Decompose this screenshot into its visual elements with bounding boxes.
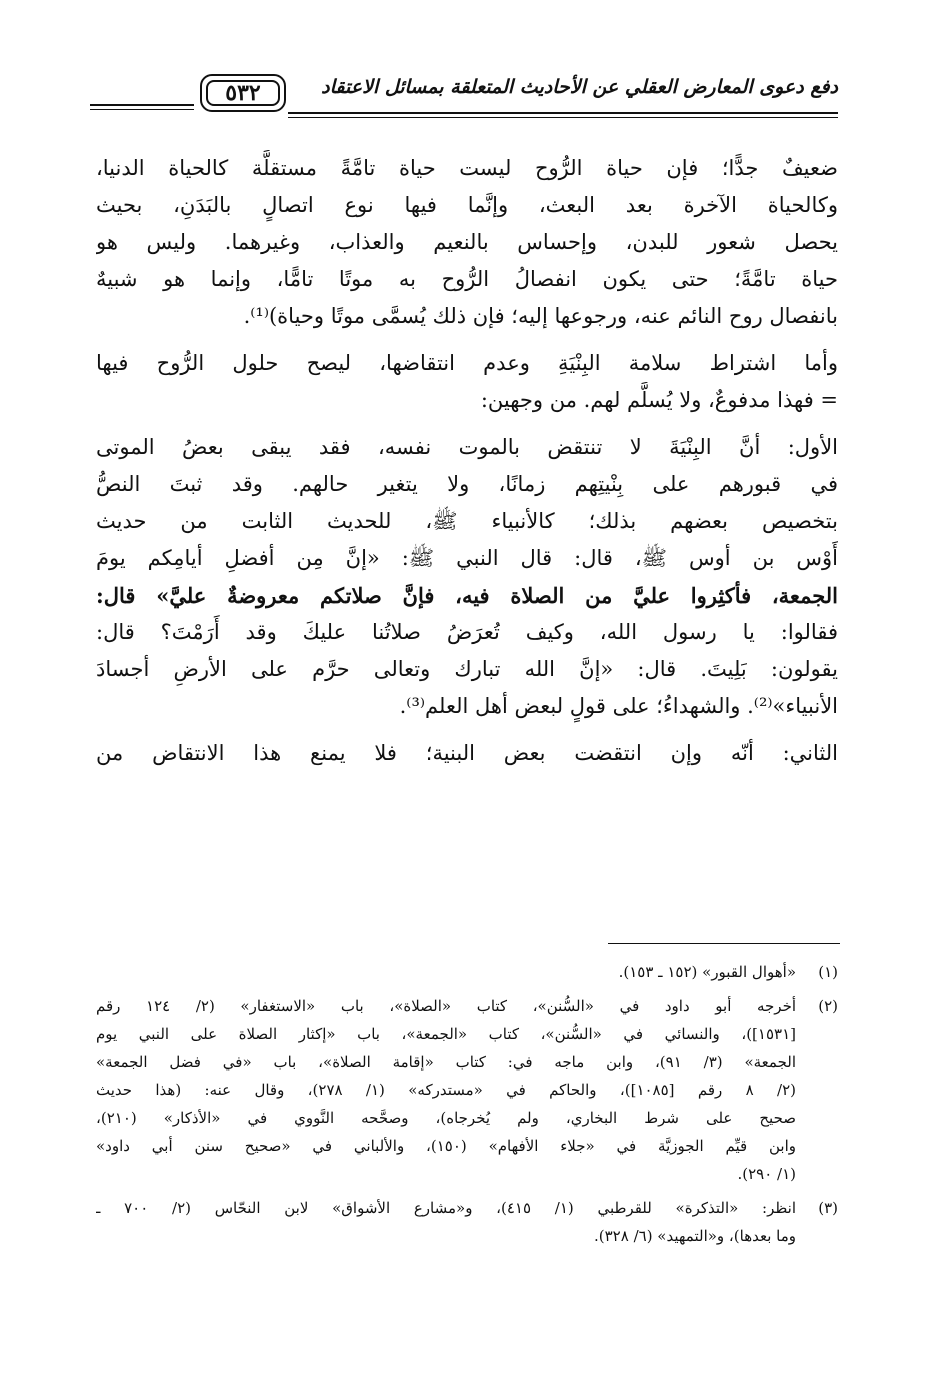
footnote-line: (٢/ ٨ رقم [١٠٨٥])، والحاكم في «مستدركه» (١/ ٢٧٨)، وقال عنه: (هذا حديث [96,1081,796,1099]
footnotes [96,958,838,1256]
text-line: في قبورهم على بِنْيتِهم زمانًا، ولا يتغير حالهم. وقد ثبتَ النصُّ [96,472,838,496]
footnote-line: صحيح على شرط البخاري، ولم يُخرجاه)، وصحَّحه النَّووي في «الأذكار» (٢١٠)، [96,1109,796,1127]
header-rule [288,112,838,114]
paragraph [96,345,838,419]
footnote-line: «أهوال القبور» (١٥٢ ـ ١٥٣). [618,963,796,981]
header-rule [90,109,194,110]
header-rule [288,117,838,118]
paragraph [96,429,838,725]
text-line: وكالحياة الآخرة بعد البعث، وإنَّما فيها نوع اتصالٍ بالبَدَنِ، بحيث [96,193,838,217]
text-line: بانفصال روح النائم عنه، ورجوعها إليه؛ فإن ذلك يُسمَّى موتًا وحياة)⁽¹⁾. [243,304,838,328]
running-title: دفع دعوى المعارض العقلي عن الأحاديث المتعلقة بمسائل الاعتقاد [321,76,838,98]
text-line: الثاني: أنّه وإن انتقضت بعض البنية؛ فلا يمنع هذا الانتقاض من [96,741,838,765]
text-line: أَوْس بن أوس ﷺ، قال: قال النبي ﷺ: «إنَّ مِن أفضلِ أيامِكم يومَ [96,546,838,570]
footnote [96,1194,838,1250]
footnote-line: وابن قيِّم الجوزيَّة في «جلاء الأفهام» (١٥٠)، والألباني في «صحيح سنن أبي داود» [96,1137,796,1155]
text-line: الأول: أنَّ البِنْيَةَ لا تنتقض بالموت نفسه، فقد يبقى بعضُ الموتى [96,435,838,459]
main-text [96,150,838,782]
text-line: ضعيفٌ جدًّا؛ فإن حياة الرُّوح ليست حياة تامَّةً مستقلَّة كالحياة الدنيا، [96,156,838,180]
footnote-number: (٣) [818,1199,838,1217]
footnote-line: انظر: «التذكرة» للقرطبي (١/ ٤١٥)، و«مشارع الأشواق» لابن النحّاس (٢/ ٧٠٠ ـ [96,1199,796,1217]
footnote-line: أخرجه أبو داود في «السُّنن»، كتاب «الصلاة»، باب «الاستغفار» (٢/ ١٢٤ رقم [96,997,796,1015]
footnote-number: (١) [818,963,838,981]
page-number-frame [200,74,286,112]
footnote-separator [608,943,840,944]
footnote [96,958,838,986]
footnote-line: وما بعدها)، و«التمهيد» (٦/ ٣٢٨). [594,1227,796,1245]
text-line: فقالوا: يا رسول الله، وكيف تُعرَضُ صلاتُنا عليكَ وقد أَرَمْتَ؟ قال: [96,620,838,644]
footnote-line: الجمعة» (٣/ ٩١)، وابن ماجه في: كتاب «إقامة الصلاة»، باب «في فضل الجمعة» [96,1053,796,1071]
footnote [96,992,838,1188]
text-line: حياة تامَّةً؛ حتى يكون انفصالُ الرُّوح به موتًا تامًّا، وإنما هو شبيهٌ [96,267,838,291]
hadith-text-line: الجمعة، فأكثِروا عليَّ من الصلاة فيه، فإنَّ صلاتكم معروضةٌ عليَّ» قال: [96,583,838,608]
page-number: ٥٣٢ [225,80,261,106]
text-line: وأما اشتراط سلامة البِنْيَةِ وعدم انتقاضها، ليصح حلول الرُّوح فيها [96,351,838,375]
footnote-line: [١٥٣١])، والنسائي في «السُّنن»، كتاب «الجمعة»، باب «إكثار الصلاة على النبي يوم [96,1025,796,1043]
text-line: = فهذا مدفوعٌ، ولا يُسلَّم لهم. من وجهين: [480,388,838,412]
page-header [90,66,838,122]
paragraph [96,735,838,772]
text-line: يقولون: بَلِيتَ. قال: «إنَّ الله تبارك وتعالى حرَّم على الأرضِ أجسادَ [96,657,838,681]
text-line: يحصل شعور للبدن، وإحساس بالنعيم والعذاب، وغيرهما. وليس هو [96,230,838,254]
text-line: بتخصيص بعضهم بذلك؛ كالأنبياء ﷺ، للحديث الثابت من حديث [96,509,838,533]
header-rule [90,104,194,106]
footnote-number: (٢) [818,997,838,1015]
footnote-line: (١/ ٢٩٠). [737,1165,796,1183]
text-line: الأنبياء»⁽²⁾. والشهداءُ؛ على قولٍ لبعض أهل العلم⁽³⁾. [399,694,838,718]
paragraph [96,150,838,335]
